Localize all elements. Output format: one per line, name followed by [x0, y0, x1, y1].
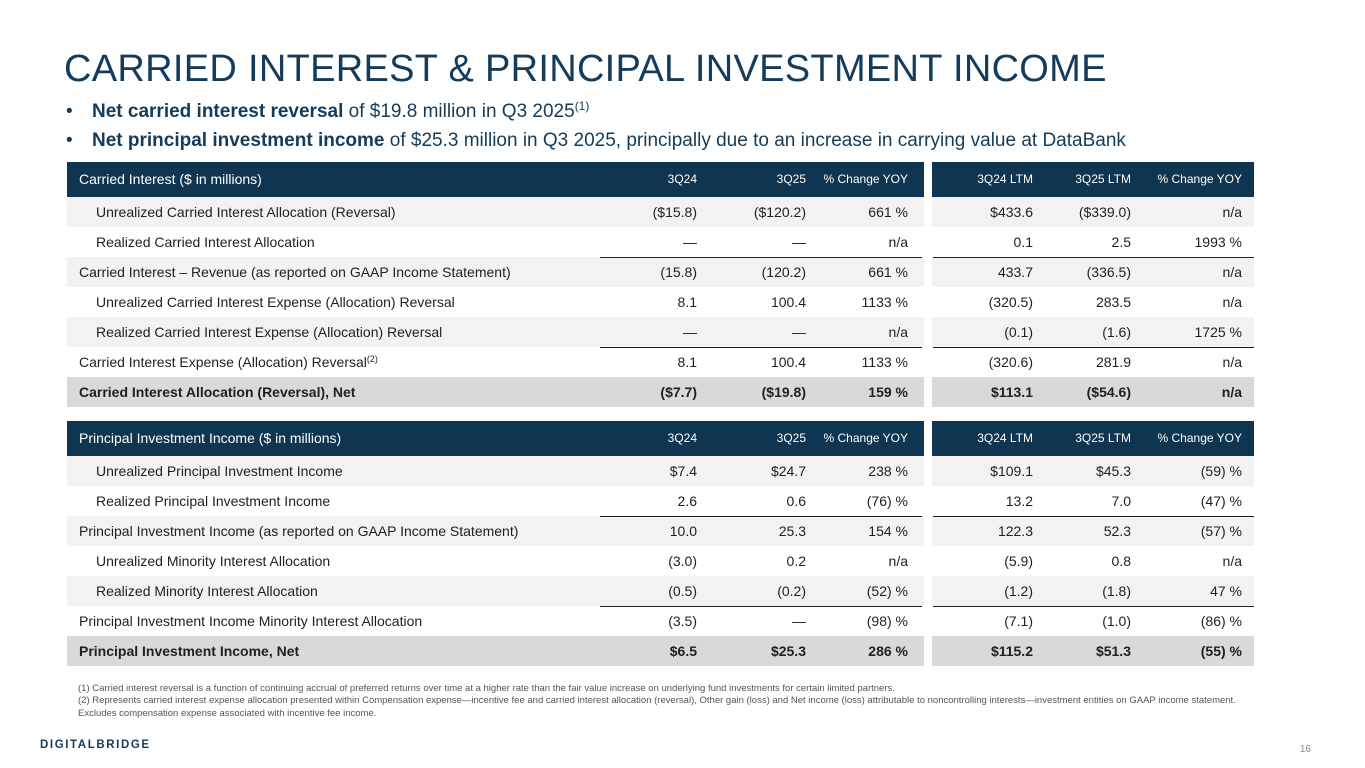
table-cell: ($19.8) [761, 384, 806, 400]
table-cell: n/a [1222, 354, 1242, 370]
table-cell: (86) % [1200, 613, 1242, 629]
table-row [67, 287, 1254, 317]
page-title: CARRIED INTEREST & PRINCIPAL INVESTMENT INCOME [64, 48, 1107, 90]
row-label: Carried Interest Expense (Allocation) Reversal$^{(2)}$ [79, 354, 378, 370]
row-label: Principal Investment Income (as reported on GAAP Income Statement) [79, 523, 519, 539]
table-row [67, 347, 1254, 377]
table-row [67, 516, 1254, 546]
footnote-ref: (2) [366, 354, 378, 364]
row-label: Carried Interest Allocation (Reversal), Net [79, 384, 356, 400]
table-cell: 122.3 [997, 523, 1033, 539]
row-label: Unrealized Principal Investment Income [96, 463, 343, 479]
header-cell: Carried Interest ($ in millions) [79, 171, 262, 187]
table-cell: n/a [1222, 294, 1242, 310]
table-cell: 433.7 [997, 264, 1033, 280]
table-cell: ($7.7) [660, 384, 697, 400]
header-cell: % Change YOY [823, 172, 908, 186]
header-cell: 3Q24 [667, 172, 697, 186]
summary-bullets [66, 97, 1126, 155]
table-row [67, 606, 1254, 636]
table-cell: $6.5 [669, 643, 697, 659]
table-row [67, 227, 1254, 257]
table-cell: $25.3 [770, 643, 806, 659]
page-number: 16 [1299, 744, 1311, 755]
table-cell: ($54.6) [1086, 384, 1131, 400]
table-cell: (7.1) [1004, 613, 1033, 629]
row-label: Unrealized Carried Interest Expense (Allocation) Reversal [96, 294, 455, 310]
row-label: Unrealized Carried Interest Allocation (Reversal) [96, 204, 396, 220]
table-row-total [67, 636, 1254, 666]
table-cell: 25.3 [778, 523, 806, 539]
row-label: Realized Carried Interest Expense (Allocation) Reversal [96, 324, 443, 340]
table-row [67, 576, 1254, 606]
table-cell: $115.2 [990, 643, 1033, 659]
table-cell: (0.5) [668, 583, 697, 599]
table-cell: 238 % [868, 463, 908, 479]
table-row-total [67, 377, 1254, 407]
table-cell: $433.6 [990, 204, 1033, 220]
table-cell: 281.9 [1095, 354, 1131, 370]
header-cell: 3Q25 [776, 431, 806, 445]
footnotes [78, 683, 1268, 720]
table-cell: 0.6 [786, 493, 806, 509]
table-cell: 47 % [1210, 583, 1242, 599]
table-row [67, 546, 1254, 576]
row-label: Realized Carried Interest Allocation [96, 234, 315, 250]
table-cell: 13.2 [1005, 493, 1033, 509]
table-cell: $45.3 [1095, 463, 1131, 479]
table-cell: (1.8) [1102, 583, 1131, 599]
header-cell: 3Q25 LTM [1075, 431, 1131, 445]
table-cell: (57) % [1200, 523, 1242, 539]
header-cell: 3Q25 LTM [1075, 172, 1131, 186]
table-cell: ($120.2) [753, 204, 806, 220]
header-cell: % Change YOY [823, 431, 908, 445]
table-row [67, 486, 1254, 516]
table-cell: n/a [1222, 553, 1242, 569]
table-row [67, 257, 1254, 287]
table-cell: — [683, 234, 697, 250]
table-cell: 286 % [868, 643, 908, 659]
table-cell: (5.9) [1004, 553, 1033, 569]
table-cell: 1725 % [1194, 324, 1242, 340]
row-label: Unrealized Minority Interest Allocation [96, 553, 331, 569]
table-cell: (120.2) [761, 264, 806, 280]
table-cell: n/a [888, 324, 908, 340]
table-cell: ($339.0) [1078, 204, 1131, 220]
row-label: Realized Principal Investment Income [96, 493, 331, 509]
footnote-2: (2) Represents carried interest expense allocation presented within Compensation expense—incentive fee and carried interest allocation (reversal), Other gain (loss) and Net income (loss) attributable to noncontrolling interests—investment entities on GAAP income statement. Excludes compensation expense associated with incentive fee income. [78, 695, 1236, 719]
bullet-principal: • Net principal investment income of $25.3 million in Q3 2025, principally due to an increase in carrying value at DataBank [66, 130, 1126, 151]
table-cell: 2.5 [1111, 234, 1131, 250]
table-cell: 1993 % [1194, 234, 1242, 250]
table-cell: (98) % [866, 613, 908, 629]
table-row [67, 317, 1254, 347]
table-cell: 661 % [868, 204, 908, 220]
table-cell: 0.1 [1013, 234, 1033, 250]
table-cell: (59) % [1200, 463, 1242, 479]
table-cell: 283.5 [1095, 294, 1131, 310]
row-label: Carried Interest – Revenue (as reported on GAAP Income Statement) [79, 264, 511, 280]
table-cell: 8.1 [677, 294, 697, 310]
table-row [67, 456, 1254, 486]
table-header [67, 421, 1254, 456]
table-cell: — [792, 613, 806, 629]
table-cell: (3.5) [668, 613, 697, 629]
table-cell: 0.8 [1111, 553, 1131, 569]
table-cell: 1133 % [861, 294, 908, 310]
table-cell: 100.4 [770, 294, 806, 310]
table-cell: n/a [1222, 204, 1242, 220]
footnote-1: (1) Carried interest reversal is a function of continuing accrual of preferred returns over time at a higher rate than the fair value increase on underlying fund investments for certain limited partners. [78, 683, 895, 694]
table-cell: 2.6 [677, 493, 697, 509]
table-cell: (55) % [1200, 643, 1242, 659]
bullet-carried: • Net carried interest reversal of $19.8 million in Q3 2025$^{(1)}$ [66, 99, 590, 122]
table-cell: (1.0) [1102, 613, 1131, 629]
row-label: Realized Minority Interest Allocation [96, 583, 318, 599]
row-label: Principal Investment Income, Net [79, 643, 300, 659]
table-cell: 661 % [868, 264, 908, 280]
table-cell: n/a [1222, 264, 1242, 280]
table-cell: — [792, 234, 806, 250]
principal-investment-table [67, 421, 1254, 666]
header-cell: % Change YOY [1157, 431, 1242, 445]
table-cell: n/a [888, 234, 908, 250]
table-cell: (52) % [866, 583, 908, 599]
table-cell: (320.6) [988, 354, 1033, 370]
table-cell: 100.4 [770, 354, 806, 370]
table-row [67, 197, 1254, 227]
table-cell: 52.3 [1103, 523, 1131, 539]
table-cell: $24.7 [770, 463, 806, 479]
table-cell: 8.1 [677, 354, 697, 370]
table-cell: (3.0) [668, 553, 697, 569]
table-header [67, 162, 1254, 197]
table-cell: 1133 % [861, 354, 908, 370]
header-cell: 3Q24 LTM [977, 431, 1033, 445]
table-cell: — [792, 324, 806, 340]
table-cell: n/a [1221, 384, 1242, 400]
table-cell: (0.1) [1004, 324, 1033, 340]
table-cell: (15.8) [660, 264, 697, 280]
table-cell: ($15.8) [652, 204, 697, 220]
header-cell: 3Q25 [776, 172, 806, 186]
header-cell: % Change YOY [1157, 172, 1242, 186]
row-label: Principal Investment Income Minority Interest Allocation [79, 613, 423, 629]
table-cell: (1.6) [1102, 324, 1131, 340]
table-cell: (1.2) [1004, 583, 1033, 599]
header-cell: 3Q24 [667, 431, 697, 445]
table-cell: $113.1 [990, 384, 1033, 400]
table-cell: (47) % [1200, 493, 1242, 509]
company-logo: DIGITALBRIDGE [40, 739, 151, 751]
table-cell: $7.4 [669, 463, 697, 479]
table-cell: (0.2) [777, 583, 806, 599]
table-cell: — [683, 324, 697, 340]
table-cell: (320.5) [988, 294, 1033, 310]
table-cell: (336.5) [1086, 264, 1131, 280]
carried-interest-table [67, 162, 1254, 407]
table-cell: 10.0 [669, 523, 697, 539]
header-cell: 3Q24 LTM [977, 172, 1033, 186]
table-cell: $109.1 [990, 463, 1033, 479]
table-cell: 154 % [868, 523, 908, 539]
table-cell: $51.3 [1095, 643, 1131, 659]
table-cell: 0.2 [786, 553, 806, 569]
table-cell: 7.0 [1111, 493, 1131, 509]
table-cell: 159 % [868, 384, 908, 400]
table-cell: (76) % [866, 493, 908, 509]
header-cell: Principal Investment Income ($ in millions) [79, 430, 342, 446]
table-cell: n/a [888, 553, 908, 569]
